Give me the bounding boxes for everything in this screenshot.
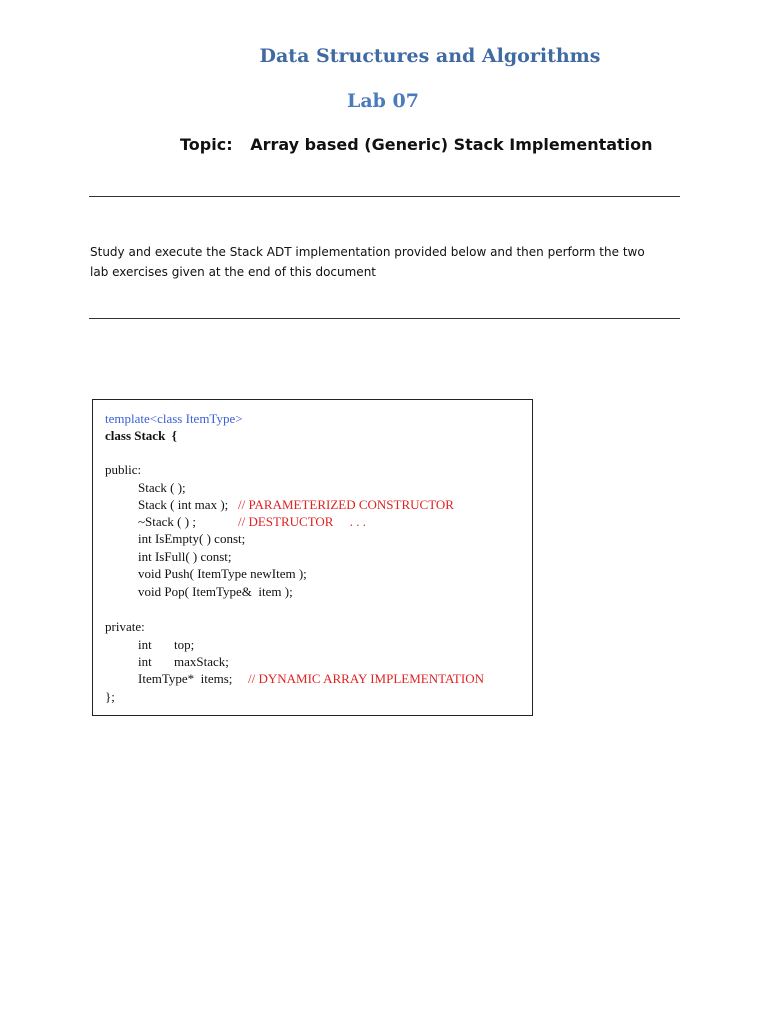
code-dtor: ~Stack ( ) ; — [138, 514, 196, 529]
code-max-name: maxStack; — [174, 654, 229, 669]
topic-text: Array based (Generic) Stack Implementation — [250, 135, 653, 154]
code-items: ItemType* items; — [138, 671, 233, 686]
code-push: void Push( ItemType newItem ); — [138, 566, 307, 581]
code-closing: }; — [105, 689, 115, 704]
code-dtor-comment: // DESTRUCTOR . . . — [238, 514, 366, 529]
divider-top — [89, 196, 680, 197]
code-listing — [92, 399, 533, 716]
code-items-comment: // DYNAMIC ARRAY IMPLEMENTATION — [248, 671, 484, 686]
code-class-line: class Stack { — [105, 428, 177, 443]
code-max-type: int — [138, 654, 152, 669]
code-is-empty: int IsEmpty( ) const; — [138, 531, 246, 546]
lab-title: Lab 07 — [346, 90, 419, 112]
code-ctor-param-comment: // PARAMETERIZED CONSTRUCTOR — [238, 497, 454, 512]
code-template-line: template<class ItemType> — [105, 411, 243, 426]
code-is-full: int IsFull( ) const; — [138, 549, 232, 564]
code-top-type: int — [138, 637, 152, 652]
code-ctor-param: Stack ( int max ); — [138, 497, 229, 512]
topic-label: Topic: — [180, 135, 233, 154]
code-public-label: public: — [105, 462, 142, 477]
code-pop: void Pop( ItemType& item ); — [138, 584, 293, 599]
instructions-text: Study and execute the Stack ADT implementation provided below and then perform the two lab exercises given at the end of this document — [90, 245, 645, 279]
course-title: Data Structures and Algorithms — [259, 45, 601, 67]
code-ctor-default: Stack ( ); — [138, 480, 186, 495]
code-top-name: top; — [174, 637, 195, 652]
divider-bottom — [89, 318, 680, 319]
topic-heading — [180, 135, 653, 154]
code-private-label: private: — [105, 619, 145, 634]
